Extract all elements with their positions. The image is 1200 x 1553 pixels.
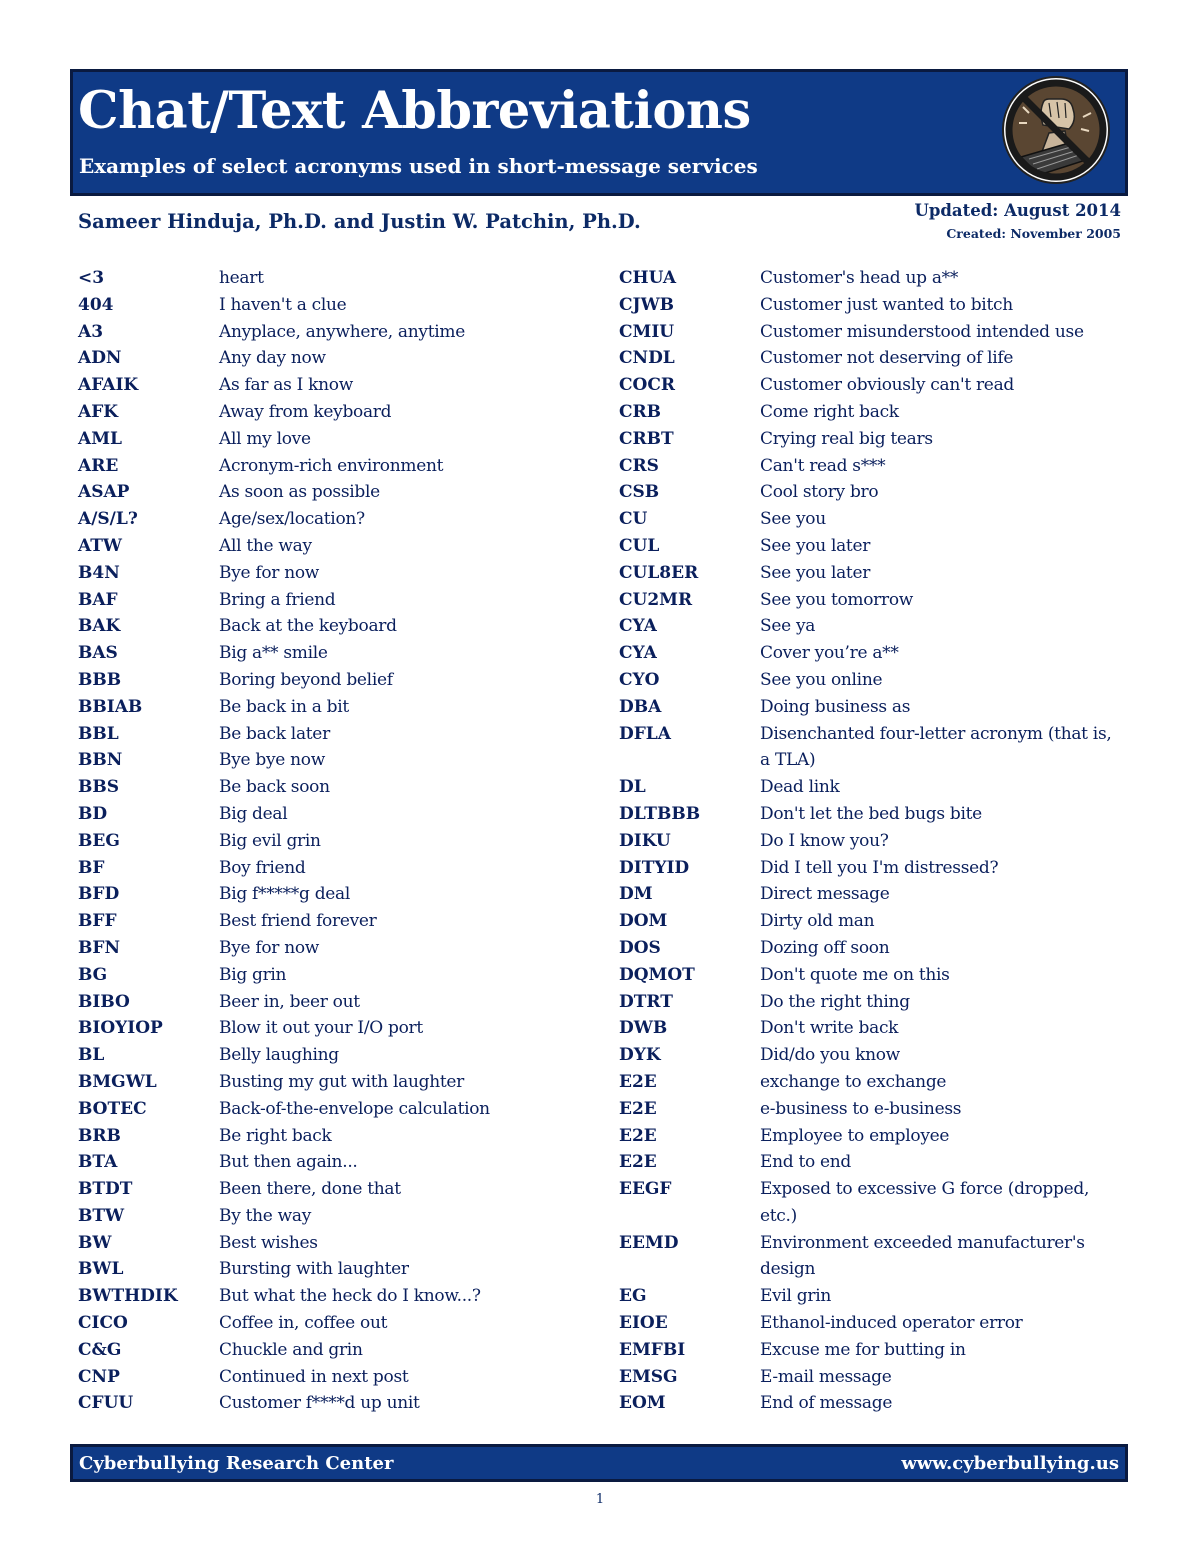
abbreviation-row [619,855,1119,882]
abbreviation: DTRT [619,991,673,1012]
abbreviation: BFF [78,911,117,932]
abbreviation-meaning: Bye for now [219,937,320,958]
abbreviation-meaning: Acronym-rich environment [219,455,444,476]
abbreviation-meaning: Do the right thing [760,991,910,1012]
abbreviation-row [78,587,518,614]
abbreviation-meaning: Dirty old man [760,911,875,932]
abbreviation-meaning: End of message [760,1393,893,1414]
abbreviation-meaning: Exposed to excessive G force (dropped, etc.) [760,1179,1090,1226]
abbreviation-meaning: But then again... [219,1152,358,1173]
abbreviation-meaning: exchange to exchange [760,1071,947,1092]
abbreviation-row [78,1310,518,1337]
abbreviation: BIOYIOP [78,1018,163,1039]
abbreviation-meaning: Customer misunderstood intended use [760,321,1084,342]
abbreviation-meaning: Don't let the bed bugs bite [760,803,982,824]
abbreviation: AML [78,428,122,449]
page-subtitle: Examples of select acronyms used in short-message services [79,154,758,178]
abbreviation-meaning: Any day now [219,348,326,369]
abbreviation-row [78,640,518,667]
abbreviation-meaning: Excuse me for butting in [760,1339,966,1360]
abbreviation-row [619,1123,1119,1150]
abbreviation-row [619,1230,1119,1284]
created-date: Created: November 2005 [946,226,1121,241]
abbreviation-row [78,855,518,882]
page-title: Chat/Text Abbreviations [78,81,751,141]
abbreviation-row [619,1283,1119,1310]
abbreviation: AFAIK [78,375,139,396]
abbreviation-row [619,774,1119,801]
abbreviation-row [78,989,518,1016]
abbreviation: ATW [78,535,123,556]
abbreviation: BBIAB [78,696,143,717]
abbreviation-meaning: Be right back [219,1125,332,1146]
abbreviation-meaning: Bursting with laughter [219,1259,409,1280]
abbreviation: BW [78,1232,112,1253]
abbreviation-row [78,774,518,801]
abbreviation-row [619,1364,1119,1391]
footer-banner [70,1444,1128,1482]
abbreviation: 404 [78,294,114,315]
abbreviation-row [78,1337,518,1364]
abbreviation-row [78,721,518,748]
abbreviation: <3 [78,268,105,288]
abbreviation: A3 [78,321,104,342]
abbreviation: CNDL [619,348,675,369]
abbreviation: C&G [78,1339,122,1360]
authors: Sameer Hinduja, Ph.D. and Justin W. Patchin, Ph.D. [78,210,641,233]
abbreviation-row [78,1256,518,1283]
abbreviation: EEGF [619,1179,672,1200]
abbreviation: DBA [619,696,662,717]
abbreviation-meaning: Big a** smile [219,643,328,664]
abbreviation: DQMOT [619,964,695,985]
abbreviation-row [78,292,518,319]
abbreviation-row [619,506,1119,533]
abbreviation: EEMD [619,1232,679,1253]
abbreviation-row [619,1149,1119,1176]
abbreviation-row [78,1123,518,1150]
abbreviation-meaning: By the way [219,1205,312,1226]
abbreviation-row [619,1069,1119,1096]
abbreviation: AFK [78,401,119,422]
abbreviation-meaning: Do I know you? [760,830,889,851]
abbreviation-row [619,1096,1119,1123]
abbreviation-row [78,881,518,908]
abbreviation-row [78,319,518,346]
abbreviation-row [78,479,518,506]
footer-website: www.cyberbullying.us [901,1452,1119,1474]
abbreviation-row [78,1149,518,1176]
abbreviation: CSB [619,482,660,503]
page-number: 1 [595,1492,605,1507]
abbreviation-meaning: Boring beyond belief [219,669,393,690]
abbreviation-row [619,721,1119,775]
abbreviation: BD [78,803,108,824]
abbreviation-meaning: All my love [219,428,311,449]
abbreviation: B4N [78,562,120,583]
abbreviation-row [619,801,1119,828]
abbreviation-row [619,399,1119,426]
abbreviation-row [619,479,1119,506]
abbreviation-meaning: Anyplace, anywhere, anytime [219,321,465,342]
abbreviation-meaning: Can't read s*** [760,455,886,476]
abbreviation: EG [619,1286,647,1307]
abbreviation-meaning: Coffee in, coffee out [219,1313,388,1334]
abbreviation-meaning: Boy friend [219,857,306,878]
abbreviation-meaning: Busting my gut with laughter [219,1071,465,1092]
abbreviation-row [619,640,1119,667]
abbreviation-meaning: Bring a friend [219,589,336,610]
abbreviation-row [78,453,518,480]
abbreviation: BF [78,857,105,878]
abbreviation-meaning: Don't quote me on this [760,964,950,985]
abbreviation-meaning: As soon as possible [219,482,380,503]
abbreviation: DM [619,884,653,905]
abbreviation: CYA [619,643,657,664]
abbreviation-meaning: See ya [760,616,816,637]
abbreviation: CU2MR [619,589,693,610]
abbreviation-row [78,908,518,935]
abbreviation: A/S/L? [78,509,138,530]
abbreviation-row [619,989,1119,1016]
abbreviation-meaning: See you online [760,669,883,690]
abbreviation: DOM [619,911,668,932]
abbreviation-meaning: End to end [760,1152,852,1173]
abbreviation: BEG [78,830,120,851]
abbreviation-row [619,908,1119,935]
abbreviation-meaning: Belly laughing [219,1045,339,1066]
abbreviation-meaning: Disenchanted four-letter acronym (that is, a TLA) [760,723,1112,771]
abbreviation-row [619,694,1119,721]
abbreviation-row [78,828,518,855]
abbreviation: CUL [619,535,660,556]
abbreviation-row [619,881,1119,908]
abbreviation-meaning: But what the heck do I know...? [219,1286,481,1307]
abbreviation-row [619,962,1119,989]
abbreviation-row [78,426,518,453]
abbreviation-meaning: Evil grin [760,1286,831,1307]
abbreviation: EMFBI [619,1339,686,1360]
abbreviation-meaning: Chuckle and grin [219,1339,363,1360]
abbreviation-meaning: Dozing off soon [760,937,890,958]
abbreviation-row [619,345,1119,372]
abbreviation: BBB [78,669,122,690]
abbreviation: BFN [78,937,120,958]
abbreviation-row [619,587,1119,614]
abbreviation: CRS [619,455,659,476]
abbreviation-row [78,1176,518,1203]
abbreviation-row [619,828,1119,855]
abbreviation-row [78,667,518,694]
abbreviation-meaning: e-business to e-business [760,1098,962,1119]
abbreviation: CUL8ER [619,562,699,583]
abbreviation-meaning: Did I tell you I'm distressed? [760,857,999,878]
abbreviation-row [78,694,518,721]
abbreviation-row [619,935,1119,962]
abbreviation-meaning: Environment exceeded manufacturer's design [760,1232,1085,1280]
abbreviation-row [78,1069,518,1096]
abbreviation: COCR [619,375,675,396]
abbreviation: E2E [619,1125,657,1146]
abbreviation: CYO [619,669,660,690]
abbreviation-meaning: Back at the keyboard [219,616,397,637]
abbreviation-row [619,1176,1119,1230]
abbreviation-row [619,453,1119,480]
abbreviation-row [78,962,518,989]
abbreviation: CYA [619,616,657,637]
abbreviation-meaning: heart [219,268,264,288]
abbreviation-row [619,319,1119,346]
abbreviation: BG [78,964,108,985]
abbreviation-meaning: Direct message [760,884,890,905]
abbreviation: CRBT [619,428,674,449]
updated-date: Updated: August 2014 [914,201,1121,220]
abbreviation: CHUA [619,268,677,288]
abbreviation-meaning: Cover you’re a** [760,643,899,664]
abbreviation-meaning: As far as I know [219,375,353,396]
abbreviation-meaning: Bye bye now [219,750,325,771]
abbreviation-meaning: E-mail message [760,1366,892,1387]
abbreviation-meaning: Blow it out your I/O port [219,1018,423,1039]
abbreviation-meaning: Customer f****d up unit [219,1393,420,1414]
abbreviation: EIOE [619,1313,668,1334]
abbreviation-meaning: Did/do you know [760,1045,900,1066]
abbreviation-meaning: Crying real big tears [760,428,933,449]
abbreviation-meaning: Cool story bro [760,482,879,503]
abbreviation-row [78,1283,518,1310]
abbreviation: DITYID [619,857,690,878]
abbreviation-row [78,1364,518,1391]
abbreviation-row [78,399,518,426]
abbreviation: BAK [78,616,121,637]
abbreviation-meaning: Customer just wanted to bitch [760,294,1013,315]
abbreviation-row [78,1096,518,1123]
abbreviation-meaning: Doing business as [760,696,911,717]
abbreviation-row [619,560,1119,587]
abbreviation-meaning: I haven't a clue [219,294,347,315]
abbreviation-row [619,426,1119,453]
abbreviation-meaning: See you later [760,535,871,556]
abbreviation-row [619,1042,1119,1069]
abbreviation: DWB [619,1018,668,1039]
abbreviation-meaning: Ethanol-induced operator error [760,1313,1023,1334]
abbreviation-row [619,613,1119,640]
abbreviation-meaning: Back-of-the-envelope calculation [219,1098,490,1119]
abbreviation: EMSG [619,1366,678,1387]
header-banner [70,69,1128,196]
abbreviation-row [619,1015,1119,1042]
abbreviation: BBS [78,777,120,798]
abbreviation-meaning: Beer in, beer out [219,991,360,1012]
abbreviation-meaning: Big deal [219,803,288,824]
abbreviation-row [619,372,1119,399]
abbreviation-meaning: Come right back [760,401,899,422]
footer-organization: Cyberbullying Research Center [79,1452,394,1474]
abbreviation-meaning: Customer obviously can't read [760,375,1014,396]
abbreviation: EOM [619,1393,666,1414]
abbreviation-row [78,265,518,292]
abbreviation: DLTBBB [619,803,701,824]
abbreviation-row [78,372,518,399]
abbreviation-meaning: Customer not deserving of life [760,348,1014,369]
abbreviation-row [619,265,1119,292]
abbreviation: E2E [619,1152,657,1173]
abbreviation-row [78,1230,518,1257]
abbreviation-meaning: Customer's head up a** [760,268,959,288]
abbreviation-meaning: Don't write back [760,1018,899,1039]
abbreviation-meaning: Continued in next post [219,1366,409,1387]
abbreviation: BMGWL [78,1071,157,1092]
abbreviation: CJWB [619,294,675,315]
abbreviation: CICO [78,1313,128,1334]
abbreviation-row [78,747,518,774]
abbreviation: BOTEC [78,1098,147,1119]
abbreviation: CFUU [78,1393,134,1414]
abbreviation: BTA [78,1152,118,1173]
abbreviation: ARE [78,455,119,476]
abbreviation-row [619,292,1119,319]
abbreviation: DOS [619,937,661,958]
abbreviation-meaning: Best wishes [219,1232,318,1253]
abbreviation: CNP [78,1366,120,1387]
abbreviation-meaning: See you [760,509,826,530]
abbreviation-meaning: Dead link [760,777,840,798]
abbreviation: BTDT [78,1179,133,1200]
abbreviation-meaning: Age/sex/location? [219,509,365,530]
abbreviation-row [78,1042,518,1069]
abbreviation-row [78,801,518,828]
abbreviation: CMIU [619,321,675,342]
abbreviation-row [78,560,518,587]
abbreviation: ADN [78,348,122,369]
abbreviation-meaning: Best friend forever [219,911,377,932]
abbreviation-row [78,613,518,640]
abbreviation-row [619,1390,1119,1417]
abbreviation-row [78,1203,518,1230]
abbreviation: BAF [78,589,118,610]
abbreviation-list-right [619,265,1119,1417]
abbreviation: CU [619,509,648,530]
abbreviation-meaning: Be back soon [219,777,330,798]
abbreviation: BWTHDIK [78,1286,178,1307]
abbreviation: E2E [619,1071,657,1092]
abbreviation-row [78,506,518,533]
abbreviation: DFLA [619,723,671,744]
abbreviation: DL [619,777,646,798]
abbreviation-row [619,1337,1119,1364]
abbreviation-meaning: Big evil grin [219,830,321,851]
abbreviation: BAS [78,643,118,664]
abbreviation: E2E [619,1098,657,1119]
abbreviation-meaning: See you later [760,562,871,583]
abbreviation: DIKU [619,830,671,851]
abbreviation-row [78,1390,518,1417]
abbreviation-row [78,1015,518,1042]
abbreviation-row [78,345,518,372]
abbreviation-meaning: Big grin [219,964,287,985]
abbreviation-meaning: Be back later [219,723,330,744]
abbreviation: BFD [78,884,120,905]
abbreviation: DYK [619,1045,661,1066]
abbreviation-meaning: Big f*****g deal [219,884,351,905]
abbreviation: BBN [78,750,123,771]
abbreviation: BBL [78,723,119,744]
abbreviation-row [78,935,518,962]
abbreviation: BL [78,1045,105,1066]
abbreviation-meaning: Be back in a bit [219,696,349,717]
abbreviation: BWL [78,1259,124,1280]
abbreviation-row [619,667,1119,694]
abbreviation: ASAP [78,482,130,503]
abbreviation: CRB [619,401,662,422]
abbreviation-meaning: Been there, done that [219,1179,401,1200]
abbreviation-row [619,1310,1119,1337]
abbreviation: BIBO [78,991,130,1012]
abbreviation-list-left [78,265,518,1417]
abbreviation-meaning: Bye for now [219,562,320,583]
abbreviation-row [619,533,1119,560]
abbreviation-row [78,533,518,560]
no-cyberbullying-fist-keyboard-icon [999,73,1113,187]
abbreviation-meaning: Away from keyboard [219,401,392,422]
abbreviation: BTW [78,1205,125,1226]
abbreviation-meaning: See you tomorrow [760,589,914,610]
abbreviation-meaning: Employee to employee [760,1125,950,1146]
abbreviation-meaning: All the way [219,535,312,556]
abbreviation: BRB [78,1125,121,1146]
